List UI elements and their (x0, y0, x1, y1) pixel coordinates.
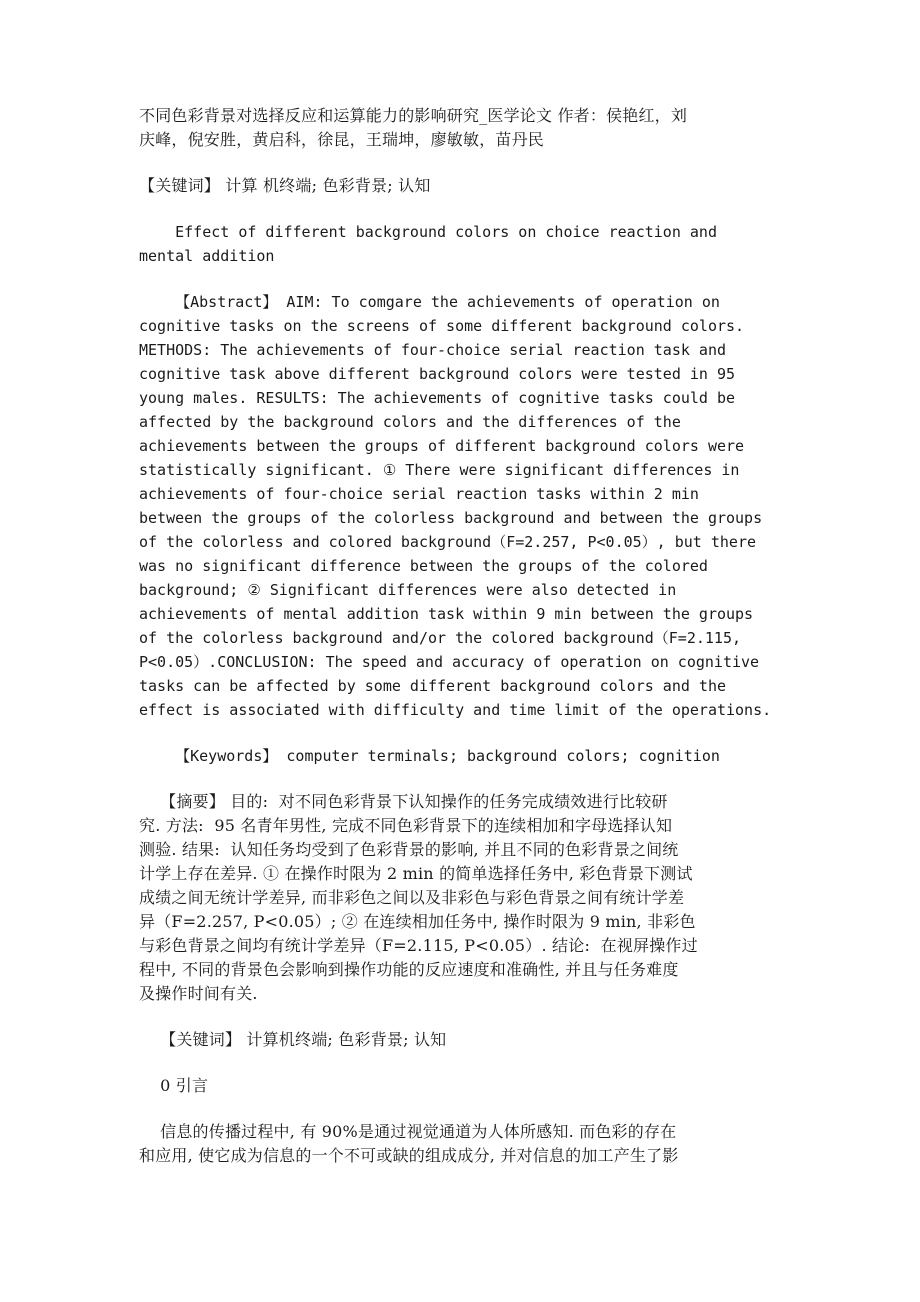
abstract-cn-line: 及操作时间有关. (139, 984, 258, 1003)
abstract-cn-line: 成绩之间无统计学差异, 而非彩色之间以及非彩色与彩色背景之间有统计学差 (139, 888, 685, 907)
abstract-en-line: affected by the background colors and the differences of the (139, 413, 681, 431)
english-title (139, 220, 784, 268)
abstract-en-line: statistically significant. ① There were significant differences in (139, 461, 740, 479)
title-line: 不同色彩背景对选择反应和运算能力的影响研究_医学论文 作者：侯艳红，刘 (139, 106, 688, 125)
keywords-en-text: 【Keywords】 computer terminals; background colors; cognition (139, 747, 720, 765)
abstract-en-line: was no significant difference between the groups of the colored (139, 557, 708, 575)
abstract-en-line: of the colorless and colored background（F=2.257, P<0.05）, but there (139, 533, 756, 551)
keywords-cn-text: 【关键词】 计算机终端; 色彩背景; 认知 (139, 1030, 447, 1049)
document-page (139, 104, 784, 1168)
title-line: 庆峰，倪安胜，黄启科，徐昆，王瑞坤，廖敏敏，苗丹民 (139, 130, 545, 149)
section-heading (139, 1074, 784, 1098)
intro-paragraph (139, 1120, 784, 1168)
abstract-cn (139, 790, 784, 1006)
abstract-cn-line: 程中, 不同的背景色会影响到操作功能的反应速度和准确性, 并且与任务难度 (139, 960, 679, 979)
abstract-en-line: young males. RESULTS: The achievements of cognitive tasks could be (139, 389, 736, 407)
abstract-en-line: cognitive tasks on the screens of some different background colors. (139, 317, 745, 335)
abstract-en-line: cognitive task above different background colors were tested in 95 (139, 365, 736, 383)
abstract-cn-line: 【摘要】 目的: 对不同色彩背景下认知操作的任务完成绩效进行比较研 (139, 792, 668, 811)
english-title-line: mental addition (139, 247, 275, 265)
abstract-en-line: background; ② Significant differences were also detected in (139, 581, 677, 599)
abstract-cn-line: 异（F=2.257, P<0.05）; ② 在连续相加任务中, 操作时限为 9 min, 非彩色 (139, 912, 696, 931)
abstract-cn-line: 与彩色背景之间均有统计学差异（F=2.115, P<0.05）. 结论: 在视屏操作过 (139, 936, 698, 955)
english-title-line: Effect of different background colors on choice reaction and (139, 223, 717, 241)
abstract-en-line: P<0.05）.CONCLUSION: The speed and accuracy of operation on cognitive (139, 653, 760, 671)
abstract-cn-line: 究. 方法: 95 名青年男性, 完成不同色彩背景下的连续相加和字母选择认知 (139, 816, 673, 835)
abstract-cn-line: 测验. 结果: 认知任务均受到了色彩背景的影响, 并且不同的色彩背景之间统 (139, 840, 679, 859)
intro-line: 和应用, 使它成为信息的一个不可或缺的组成成分, 并对信息的加工产生了影 (139, 1146, 679, 1165)
intro-line: 信息的传播过程中, 有 90%是通过视觉通道为人体所感知. 而色彩的存在 (139, 1122, 677, 1141)
keywords-en (139, 744, 784, 768)
abstract-en-line: 【Abstract】 AIM: To comgare the achievements of operation on (139, 293, 720, 311)
keywords-cn-top-text: 【关键词】 计算 机终端; 色彩背景; 认知 (139, 176, 431, 195)
keywords-cn (139, 1028, 784, 1052)
keywords-cn-top (139, 174, 784, 198)
paper-title (139, 104, 784, 152)
abstract-en-line: tasks can be affected by some different background colors and the (139, 677, 726, 695)
abstract-en-line: effect is associated with difficulty and time limit of the operations. (139, 701, 772, 719)
abstract-en (139, 290, 784, 722)
section-heading-text: 0 引言 (139, 1076, 209, 1095)
abstract-en-line: achievements of four-choice serial reaction tasks within 2 min (139, 485, 699, 503)
abstract-cn-line: 计学上存在差异. ① 在操作时限为 2 min 的简单选择任务中, 彩色背景下测试 (139, 864, 693, 883)
abstract-en-line: achievements between the groups of different background colors were (139, 437, 745, 455)
abstract-en-line: of the colorless background and/or the colored background（F=2.115, (139, 629, 741, 647)
abstract-en-line: achievements of mental addition task within 9 min between the groups (139, 605, 754, 623)
abstract-en-line: METHODS: The achievements of four-choice serial reaction task and (139, 341, 726, 359)
abstract-en-line: between the groups of the colorless background and between the groups (139, 509, 763, 527)
